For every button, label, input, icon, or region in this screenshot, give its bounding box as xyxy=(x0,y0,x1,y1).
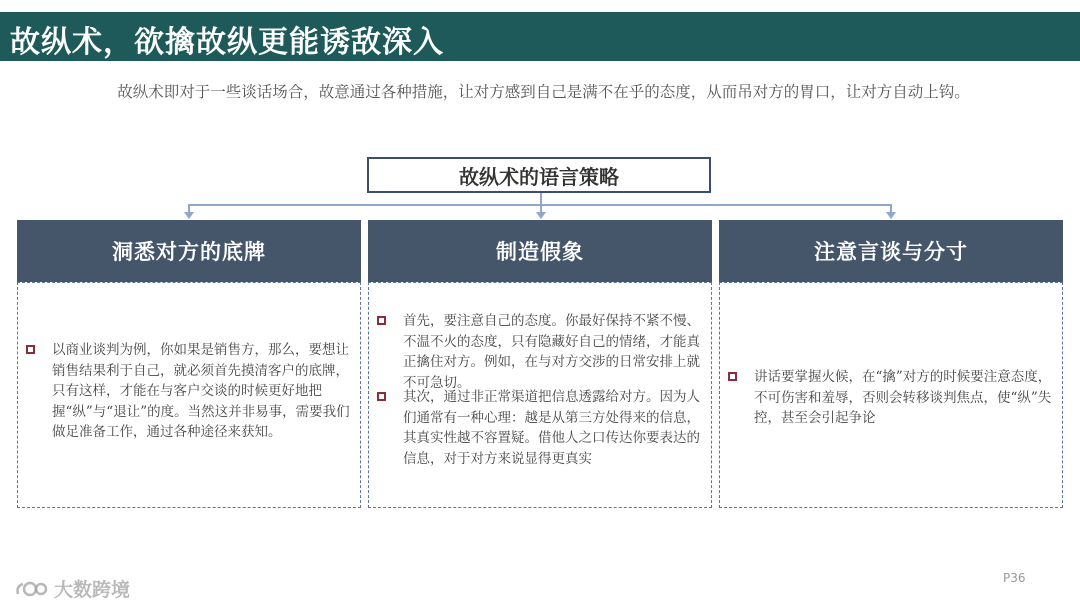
list-item-text: 讲话要掌握火候，在“擒”对方的时候要注意态度，不可伤害和羞辱，否则会转移谈判焦点，使“纵”失控，甚至会引起争论 xyxy=(754,369,1052,426)
square-bullet-icon xyxy=(377,392,386,401)
arrow-down-icon xyxy=(184,212,194,219)
column-body-2 xyxy=(368,282,712,508)
watermark xyxy=(14,575,130,602)
column-heading-2: 制造假象 xyxy=(368,220,712,282)
square-bullet-icon xyxy=(377,316,386,325)
list-item-text: 其次，通过非正常渠道把信息透露给对方。因为人们通常有一种心理：越是从第三方处得来的信息，其真实性越不容置疑。借他人之口传达你要表达的信息，对于对方来说显得更真实 xyxy=(403,389,700,467)
column-heading-1: 洞悉对方的底牌 xyxy=(17,220,361,282)
intro-text: 故纵术即对于一些谈话场合，故意通过各种措施，让对方感到自己是满不在乎的态度，从而吊对方的胃口，让对方自动上钩。 xyxy=(117,83,970,101)
arrow-down-icon xyxy=(886,212,896,219)
arrow-down-icon xyxy=(536,212,546,219)
slide-title: 故纵术，欲擒故纵更能诱敌深入 xyxy=(10,25,444,60)
watermark-text: 大数跨境 xyxy=(54,579,131,601)
page-number: P36 xyxy=(1003,571,1026,585)
column-body-3 xyxy=(719,282,1063,508)
connector-vertical xyxy=(540,193,542,204)
center-heading: 故纵术的语言策略 xyxy=(367,157,711,193)
list-item xyxy=(377,387,703,469)
list-item xyxy=(728,367,1054,429)
list-item xyxy=(26,340,352,443)
column-heading-3: 注意言谈与分寸 xyxy=(719,220,1063,282)
list-item-text: 首先，要注意自己的态度。你最好保持不紧不慢、不温不火的态度，只有隐藏好自己的情绪，才能真正擒住对方。例如，在与对方交涉的日常安排上就不可急切。 xyxy=(403,313,700,391)
column-body-1 xyxy=(17,282,361,508)
square-bullet-icon xyxy=(728,372,737,381)
list-item-text: 以商业谈判为例，你如果是销售方，那么，要想让销售结果利于自己，就必须首先摸清客户的底牌，只有这样，才能在与客户交谈的时候更好地把握“纵”与“退让”的度。当然这并非易事，需要我们做足准备工作，通过各种途径来获知。 xyxy=(52,342,350,440)
square-bullet-icon xyxy=(26,345,35,354)
list-item xyxy=(377,311,703,393)
watermark-logo-icon xyxy=(14,578,48,600)
